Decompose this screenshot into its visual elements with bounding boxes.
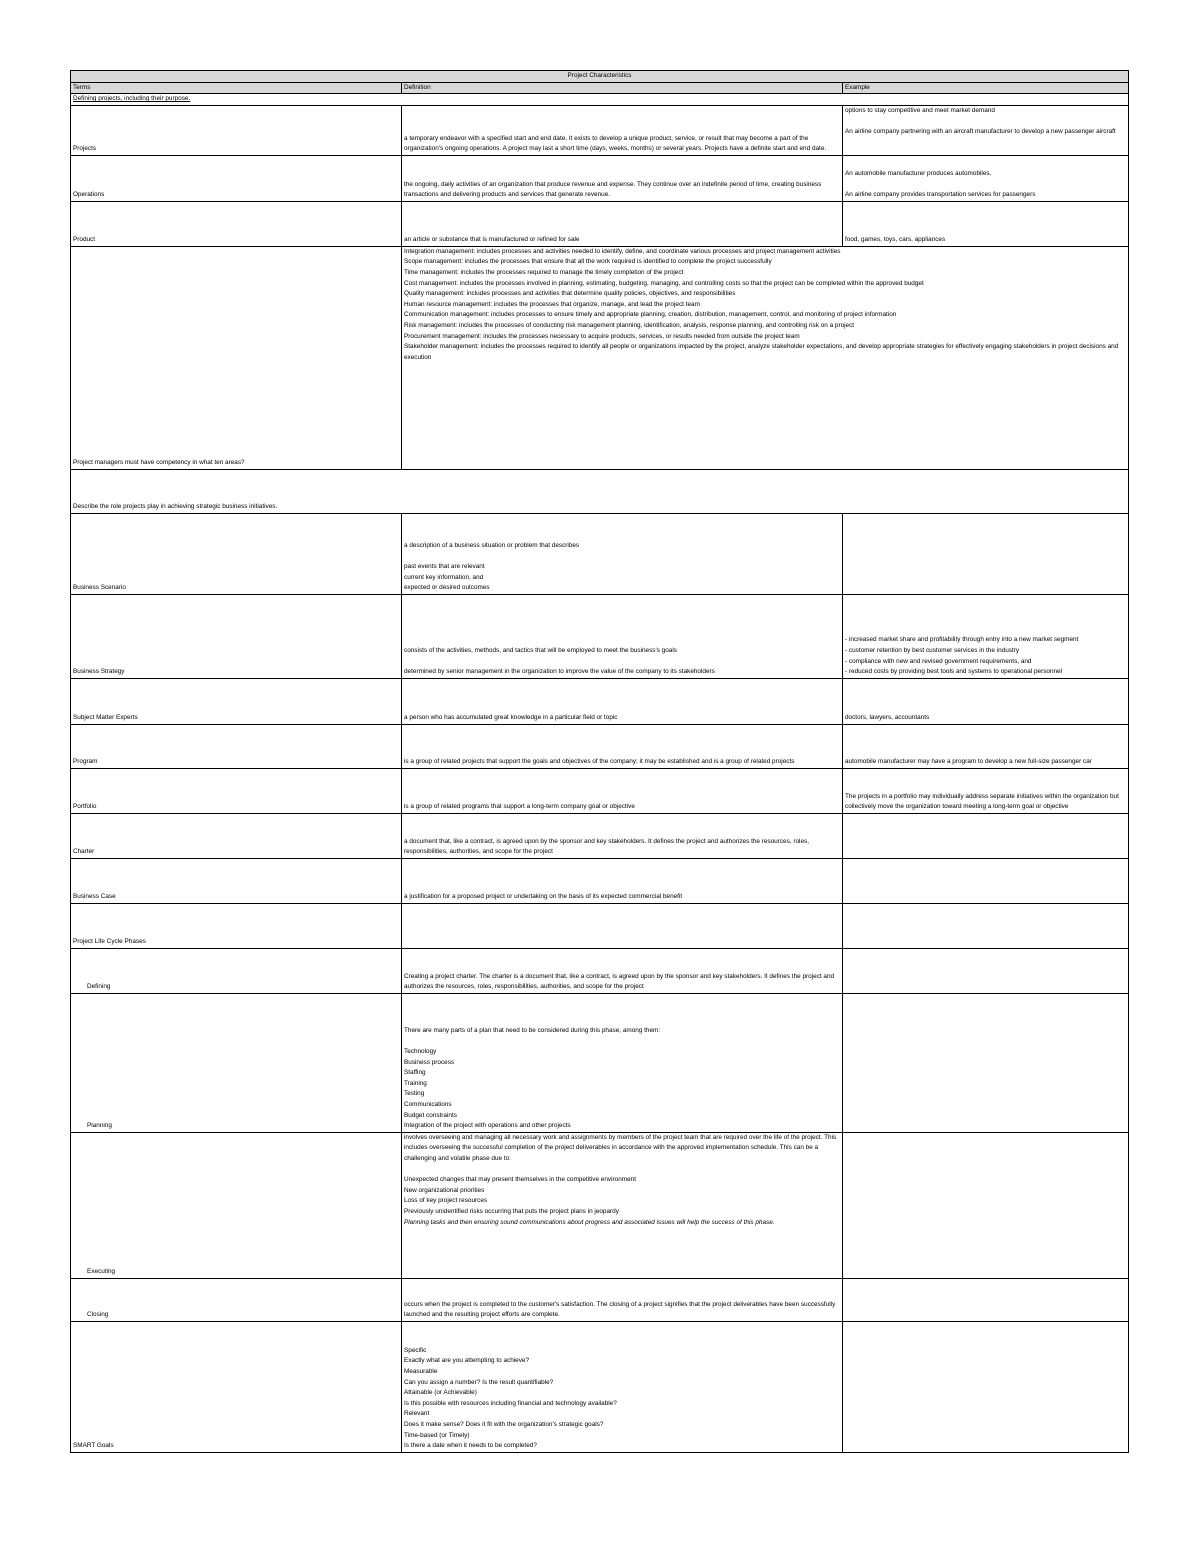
- section-heading: Describe the role projects play in achieving strategic business initiatives.: [71, 469, 1129, 513]
- table-row: [71, 768, 1129, 813]
- section-heading-row: [71, 469, 1129, 513]
- example-cell: [843, 858, 1129, 903]
- table-row: [71, 513, 1129, 594]
- term-cell: Product: [71, 201, 402, 246]
- term-cell: Portfolio: [71, 768, 402, 813]
- sheet-title: Project Characteristics: [71, 71, 1129, 83]
- term-cell: Business Scenario: [71, 513, 402, 594]
- example-cell: [843, 903, 1129, 948]
- section-heading-row: [71, 94, 1129, 106]
- definition-cell: [402, 903, 843, 948]
- term-cell: Operations: [71, 155, 402, 201]
- term-cell: Projects: [71, 105, 402, 155]
- definition-cell: consists of the activities, methods, and tactics that will be employed to meet the business's goals determined by senior management in the organization to improve the value of the company to its stakeholders: [402, 594, 843, 678]
- example-cell: [843, 993, 1129, 1132]
- definition-cell: a temporary endeavor with a specified start and end date. It exists to develop a unique product, service, or result that may become a part of the organization's ongoing operations. A project may last a short time (days, weeks, months) or several years. Projects have a definite start and end date.: [402, 105, 843, 155]
- column-header-definition: Definition: [402, 82, 843, 94]
- project-characteristics-sheet: [70, 70, 1129, 1453]
- example-cell: [843, 813, 1129, 858]
- example-cell: [843, 1321, 1129, 1452]
- term-cell: Business Strategy: [71, 594, 402, 678]
- example-cell: automobile manufacturer may have a program to develop a new full-size passenger car: [843, 724, 1129, 768]
- example-cell: [843, 1132, 1129, 1278]
- column-header-row: [71, 82, 1129, 94]
- example-cell: options to stay competitive and meet market demand An airline company partnering with an aircraft manufacturer to develop a new passenger aircraft: [843, 105, 1129, 155]
- term-cell: Executing: [71, 1132, 402, 1278]
- example-cell: doctors, lawyers, accountants: [843, 678, 1129, 724]
- definition-cell: Integration management: includes processes and activities needed to identify, define, and coordinate various processes and project management activities Scope management: includes the processes that ensure that all the work required is identified to complete the project successfully Time management: includes the processes required to manage the timely completion of the project Cost management: includes the processes involved in planning, estimating, budgeting, managing, and controlling costs so that the project can be completed within the approved budget Quality management: includes processes and activities that determine quality policies, objectives, and responsibilities Human resource management: includes the processes that organize, manage, and lead the project team Communication management: includes processes to ensure timely and appropriate planning, creation, distribution, management, control, and monitoring of project information Risk management: includes the processes of conducting risk management planning, identification, analysis, response planning, and controlling risk on a project Procurement management: includes the processes necessary to acquire products, services, or results needed from outside the project team Stakeholder management: includes the processes required to identify all people or organizations impacted by the project, analyze stakeholder expectations, and develop appropriate strategies for effectively engaging stakeholders in project decisions and execution: [402, 246, 1129, 469]
- table-row: [71, 813, 1129, 858]
- column-header-example: Example: [843, 82, 1129, 94]
- table-row: [71, 858, 1129, 903]
- term-cell: Project Life Cycle Phases: [71, 903, 402, 948]
- table-row: [71, 948, 1129, 993]
- definition-cell: a document that, like a contract, is agreed upon by the sponsor and key stakeholders. It defines the project and authorizes the resources, roles, responsibilities, authorities, and scope for the project: [402, 813, 843, 858]
- table-row: [71, 724, 1129, 768]
- example-cell: [843, 948, 1129, 993]
- term-cell: SMART Goals: [71, 1321, 402, 1452]
- table-row: [71, 105, 1129, 155]
- table-row: [71, 1132, 1129, 1278]
- term-cell: Business Case: [71, 858, 402, 903]
- definition-cell: involves overseeing and managing all necessary work and assignments by members of the project team that are required over the life of the project. This includes overseeing the successful completion of the project deliverables in accordance with the approved implementation schedule. This can be a challenging and volatile phase due to: Unexpected changes that may present themselves in the competitive environment New organizational priorities Loss of key project resources Previously unidentified risks occurring that puts the project plans in jeopardy Planning tasks and then ensuring sound communications about progress and associated issues will help the success of this phase.: [402, 1132, 843, 1278]
- definition-cell: occurs when the project is completed to the customer's satisfaction. The closing of a project signifies that the project deliverables have been successfully launched and the resulting project efforts are complete.: [402, 1278, 843, 1321]
- definition-cell: the ongoing, daily activities of an organization that produce revenue and expense. They continue over an indefinite period of time, creating business transactions and delivering products and services that generate revenue.: [402, 155, 843, 201]
- definition-cell: There are many parts of a plan that need to be considered during this phase, among them: Technology Business process Staffing Training Testing Communications Budget constraints Integration of the project with operations and other projects: [402, 993, 843, 1132]
- term-cell: Defining: [71, 948, 402, 993]
- definition-cell: a person who has accumulated great knowledge in a particular field or topic: [402, 678, 843, 724]
- term-cell: Closing: [71, 1278, 402, 1321]
- definition-cell: an article or substance that is manufactured or refined for sale: [402, 201, 843, 246]
- table-row: [71, 246, 1129, 469]
- term-cell: Project managers must have competency in what ten areas?: [71, 246, 402, 469]
- sheet-title-row: [71, 71, 1129, 83]
- definition-cell: a description of a business situation or problem that describes past events that are relevant current key information, and expected or desired outcomes: [402, 513, 843, 594]
- term-cell: Program: [71, 724, 402, 768]
- table-row: [71, 201, 1129, 246]
- column-header-terms: Terms: [71, 82, 402, 94]
- example-cell: The projects in a portfolio may individually address separate initiatives within the organization but collectively move the organization toward meeting a long-term goal or objective: [843, 768, 1129, 813]
- definition-cell: Specific Exactly what are you attempting to achieve? Measurable Can you assign a number? Is the result quantifiable? Attainable (or Achievable) Is this possible with resources including financial and technology available? Relevant Does it make sense? Does it fit with the organization's strategic goals? Time-based (or Timely) Is there a date when it needs to be completed?: [402, 1321, 843, 1452]
- definition-cell: Creating a project charter. The charter is a document that, like a contract, is agreed upon by the sponsor and key stakeholders. It defines the project and authorizes the resources, roles, responsibilities, authorities, and scope for the project: [402, 948, 843, 993]
- term-cell: Charter: [71, 813, 402, 858]
- definition-cell: a justification for a proposed project or undertaking on the basis of its expected commercial benefit: [402, 858, 843, 903]
- example-cell: - increased market share and profitability through entry into a new market segment - customer retention by best customer services in the industry - compliance with new and revised government requirements, and - reduced costs by providing best tools and systems to operational personnel: [843, 594, 1129, 678]
- definition-cell: is a group of related projects that support the goals and objectives of the company; it may be established and is a group of related projects: [402, 724, 843, 768]
- example-cell: An automobile manufacturer produces automobiles. An airline company provides transportation services for passengers: [843, 155, 1129, 201]
- term-cell: Subject Matter Experts: [71, 678, 402, 724]
- section-heading: Defining projects, including their purpose.: [71, 94, 1129, 106]
- table-row: [71, 993, 1129, 1132]
- table-row: [71, 155, 1129, 201]
- term-cell: Planning: [71, 993, 402, 1132]
- example-cell: food, games, toys, cars, appliances: [843, 201, 1129, 246]
- table-row: [71, 1321, 1129, 1452]
- table-row: [71, 594, 1129, 678]
- table-row: [71, 903, 1129, 948]
- table-row: [71, 1278, 1129, 1321]
- example-cell: [843, 513, 1129, 594]
- definition-cell: is a group of related programs that support a long-term company goal or objective: [402, 768, 843, 813]
- example-cell: [843, 1278, 1129, 1321]
- table-row: [71, 678, 1129, 724]
